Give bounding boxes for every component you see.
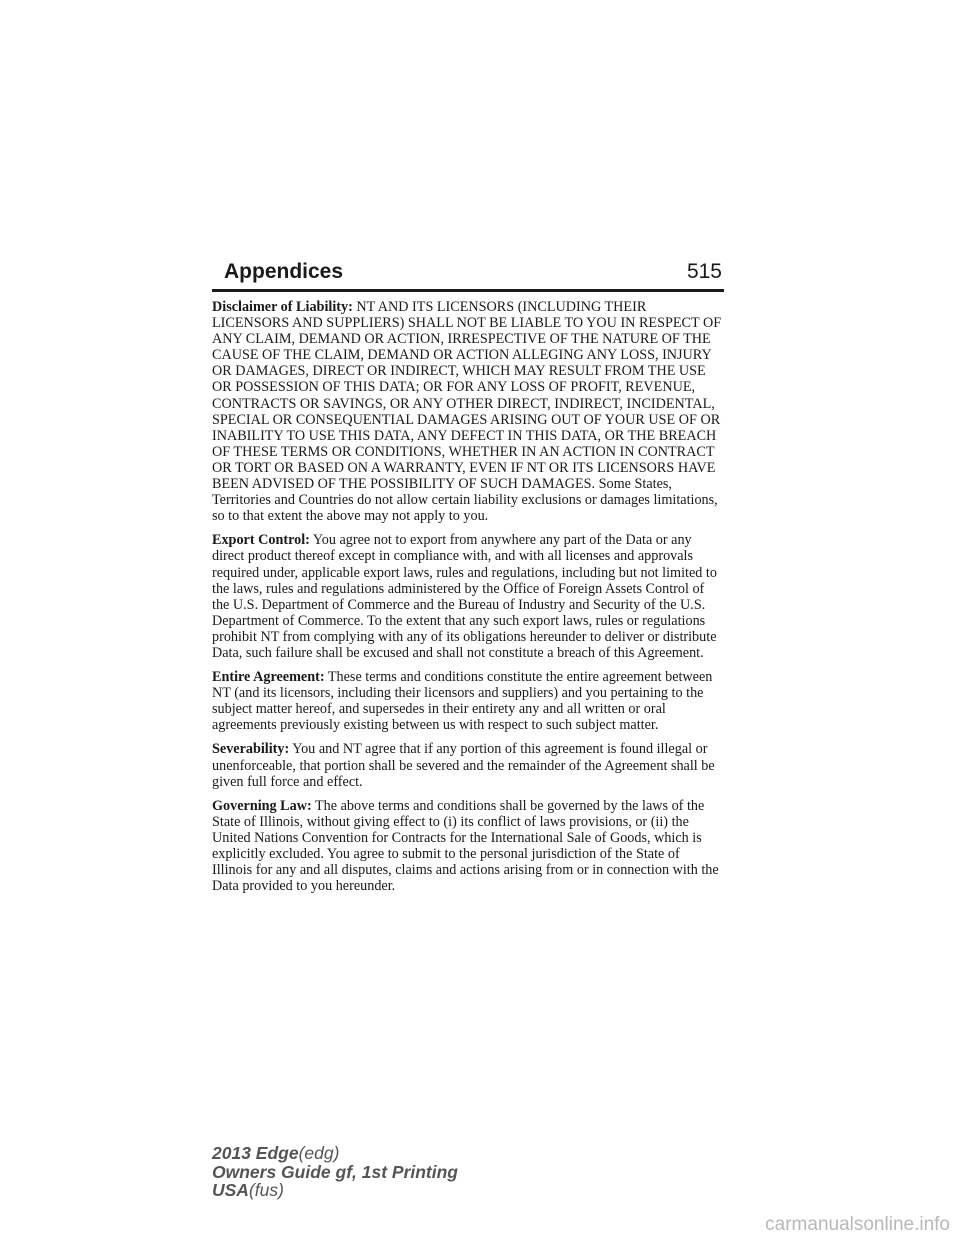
paragraph-severability (212, 741, 722, 789)
paragraph-term: Disclaimer of Liability: (212, 299, 353, 315)
footer-line-model (212, 1144, 458, 1163)
section-title: Appendices (224, 260, 344, 283)
paragraph-disclaimer-of-liability (212, 299, 722, 524)
paragraph-text: You agree not to export from anywhere any part of the Data or any direct product thereof except in compliance with, and with all licenses and approvals required under, applicable export laws, rules and regulations, including but not limited to the laws, rules and regulations administered by the Office of Foreign Assets Control of the U.S. Department of Commerce and the Bureau of Industry and Security of the U.S. Department of Commerce. To the extent that any such export laws, rules or regulations prohibit NT from complying with any of its obligations hereunder to deliver or distribute Data, such failure shall be excused and shall not constitute a breach of this Agreement. (212, 532, 717, 661)
paragraph-text: The above terms and conditions shall be governed by the laws of the State of Illinois, without giving effect to (i) its conflict of laws provisions, or (ii) the United Nations Convention for Contracts for the International Sale of Goods, which is explicitly excluded. You agree to submit to the personal jurisdiction of the State of Illinois for any and all disputes, claims and actions arising from or in connection with the Data provided to you hereunder. (212, 797, 719, 895)
paragraph-term: Severability: (212, 741, 290, 758)
paragraph-export-control (212, 532, 722, 661)
paragraph-term: Governing Law: (212, 797, 312, 814)
document-footer (212, 1144, 458, 1200)
paragraph-text: You and NT agree that if any portion of this agreement is found illegal or unenforceable, that portion shall be severed and the remainder of the Agreement shall be given full force and effect. (212, 741, 715, 790)
footer-line-region (212, 1181, 458, 1200)
paragraph-governing-law (212, 798, 722, 895)
paragraph-text: NT AND ITS LICENSORS (INCLUDING THEIR LICENSORS AND SUPPLIERS) SHALL NOT BE LIABLE TO YOU IN RESPECT OF ANY CLAIM, DEMAND OR ACTION, IRRESPECTIVE OF THE NATURE OF THE CAUSE OF THE CLAIM, DEMAND OR ACTION ALLEGING ANY LOSS, INJURY OR DAMAGES, DIRECT OR INDIRECT, WHICH MAY RESULT FROM THE USE OR POSSESSION OF THIS DATA; OR FOR ANY LOSS OF PROFIT, REVENUE, CONTRACTS OR SAVINGS, OR ANY OTHER DIRECT, INDIRECT, INCIDENTAL, SPECIAL OR CONSEQUENTIAL DAMAGES ARISING OUT OF YOUR USE OF OR INABILITY TO USE THIS DATA, ANY DEFECT IN THIS DATA, OR THE BREACH OF THESE TERMS OR CONDITIONS, WHETHER IN AN ACTION IN CONTRACT OR TORT OR BASED ON A WARRANTY, EVEN IF NT OR ITS LICENSORS HAVE BEEN ADVISED OF THE POSSIBILITY OF SUCH DAMAGES. Some States, Territories and Countries do not allow certain liability exclusions or damages limitations, so to that extent the above may not apply to you. (212, 299, 722, 525)
paragraph-entire-agreement (212, 669, 722, 733)
footer-model-code: (edg) (298, 1143, 340, 1163)
footer-model: 2013 Edge (212, 1143, 299, 1163)
page-header (212, 258, 724, 292)
watermark: carmanualsonline.info (765, 1214, 950, 1235)
footer-region-code: (fus) (248, 1180, 284, 1200)
paragraph-text: These terms and conditions constitute the entire agreement between NT (and its licensors, including their licensors and suppliers) and you pertaining to the subject matter hereof, and supersedes in their entirety any and all written or oral agreements previously existing between us with respect to such subject matter. (212, 669, 713, 734)
footer-guide: Owners Guide gf, 1st Printing (212, 1161, 458, 1182)
paragraph-term: Export Control: (212, 532, 310, 549)
page-number: 515 (686, 260, 722, 283)
footer-region: USA (212, 1180, 249, 1200)
header-rule (212, 289, 724, 292)
footer-line-guide (212, 1163, 458, 1182)
paragraph-term: Entire Agreement: (212, 669, 325, 686)
document-body (212, 299, 722, 902)
